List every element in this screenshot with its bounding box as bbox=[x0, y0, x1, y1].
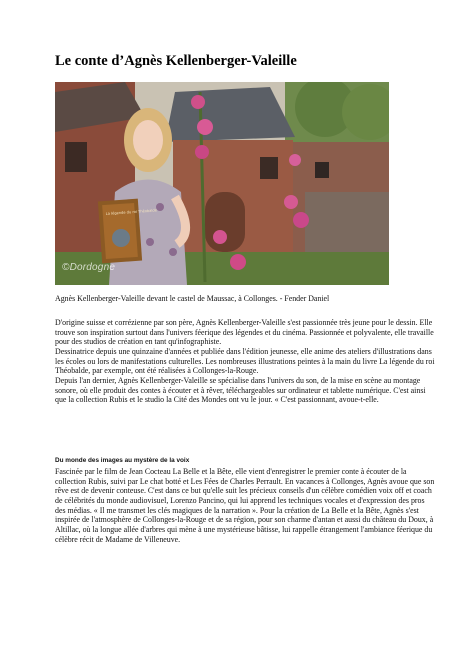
book-cover-text: La légende du roi Théobalde bbox=[105, 208, 158, 216]
photo-caption: Agnès Kellenberger-Valeille devant le castel de Maussac, à Collonges. - Fender Daniel bbox=[55, 294, 330, 303]
article-photo bbox=[55, 82, 389, 285]
photo-illustration bbox=[55, 82, 389, 285]
article-body-second bbox=[55, 467, 435, 544]
paragraph: Dessinatrice depuis une quinzaine d'années et publiée dans l'édition jeunesse, elle anime des ateliers d'illustrations dans les écoles ou lors de manifestations culturelles. Les nombreuses illustrations peintes à la main du livre La légende du roi Théobalde, par exemple, ont été réalisées à Collonges-la-Rouge. bbox=[55, 346, 435, 376]
photo-watermark: ©Dordogne bbox=[62, 262, 116, 273]
paragraph: D'origine suisse et corrézienne par son père, Agnès Kellenberger-Valeille s'est passionnée très jeune pour le dessin. Elle trouve son inspiration surtout dans l'univers féerique des légendes et du cinéma. Passionnée et polyvalente, elle travaille pour des studios de création en tant qu'infographiste. bbox=[55, 318, 434, 347]
paragraph: Fascinée par le film de Jean Cocteau La Belle et la Bête, elle vient d'enregistrer le premier conte à écouter de la collection Rubis, suivi par Le chat botté et Les Fées de Charles Perrault. En vacances à Collonges, Agnès avoue que son rêve est de devenir conteuse. C'est dans ce but qu'elle suit les précieux conseils d'un célèbre comédien voix off et coach de célébrités du monde audiovisuel, Lorenzo Pancino, qui lui apprend les techniques vocales et d'expression des pros des médias. « Il me transmet les clés magiques de la narration ». Pour la création de La Belle et la Bête, Agnès s'est inspirée de l'atmosphère de Collonges-la-Rouge et de sa région, pour son charme d'antan et aussi du château du Doux, à Altillac, où la longue allée d'arbres qui mène à une mystérieuse bâtisse, lui rappelle étrangement l'ambiance féerique du célèbre récit de Madame de Villeneuve. bbox=[55, 467, 435, 544]
section-heading: Du monde des images au mystère de la voix bbox=[55, 457, 190, 464]
paragraph: Depuis l'an dernier, Agnès Kellenberger-Valeille se spécialise dans l'univers du son, de la mise en scène au montage sonore, où elle produit des contes à écouter et à rêver, téléchargeables sur ordinateur et tablette numérique. C'est ainsi que la collection Rubis et le studio la Cité des Mondes ont vu le jour. « C'est passionnant, avoue-t-elle. bbox=[55, 375, 426, 405]
article-body bbox=[55, 318, 435, 405]
article-title: Le conte d’Agnès Kellenberger-Valeille bbox=[55, 53, 297, 69]
